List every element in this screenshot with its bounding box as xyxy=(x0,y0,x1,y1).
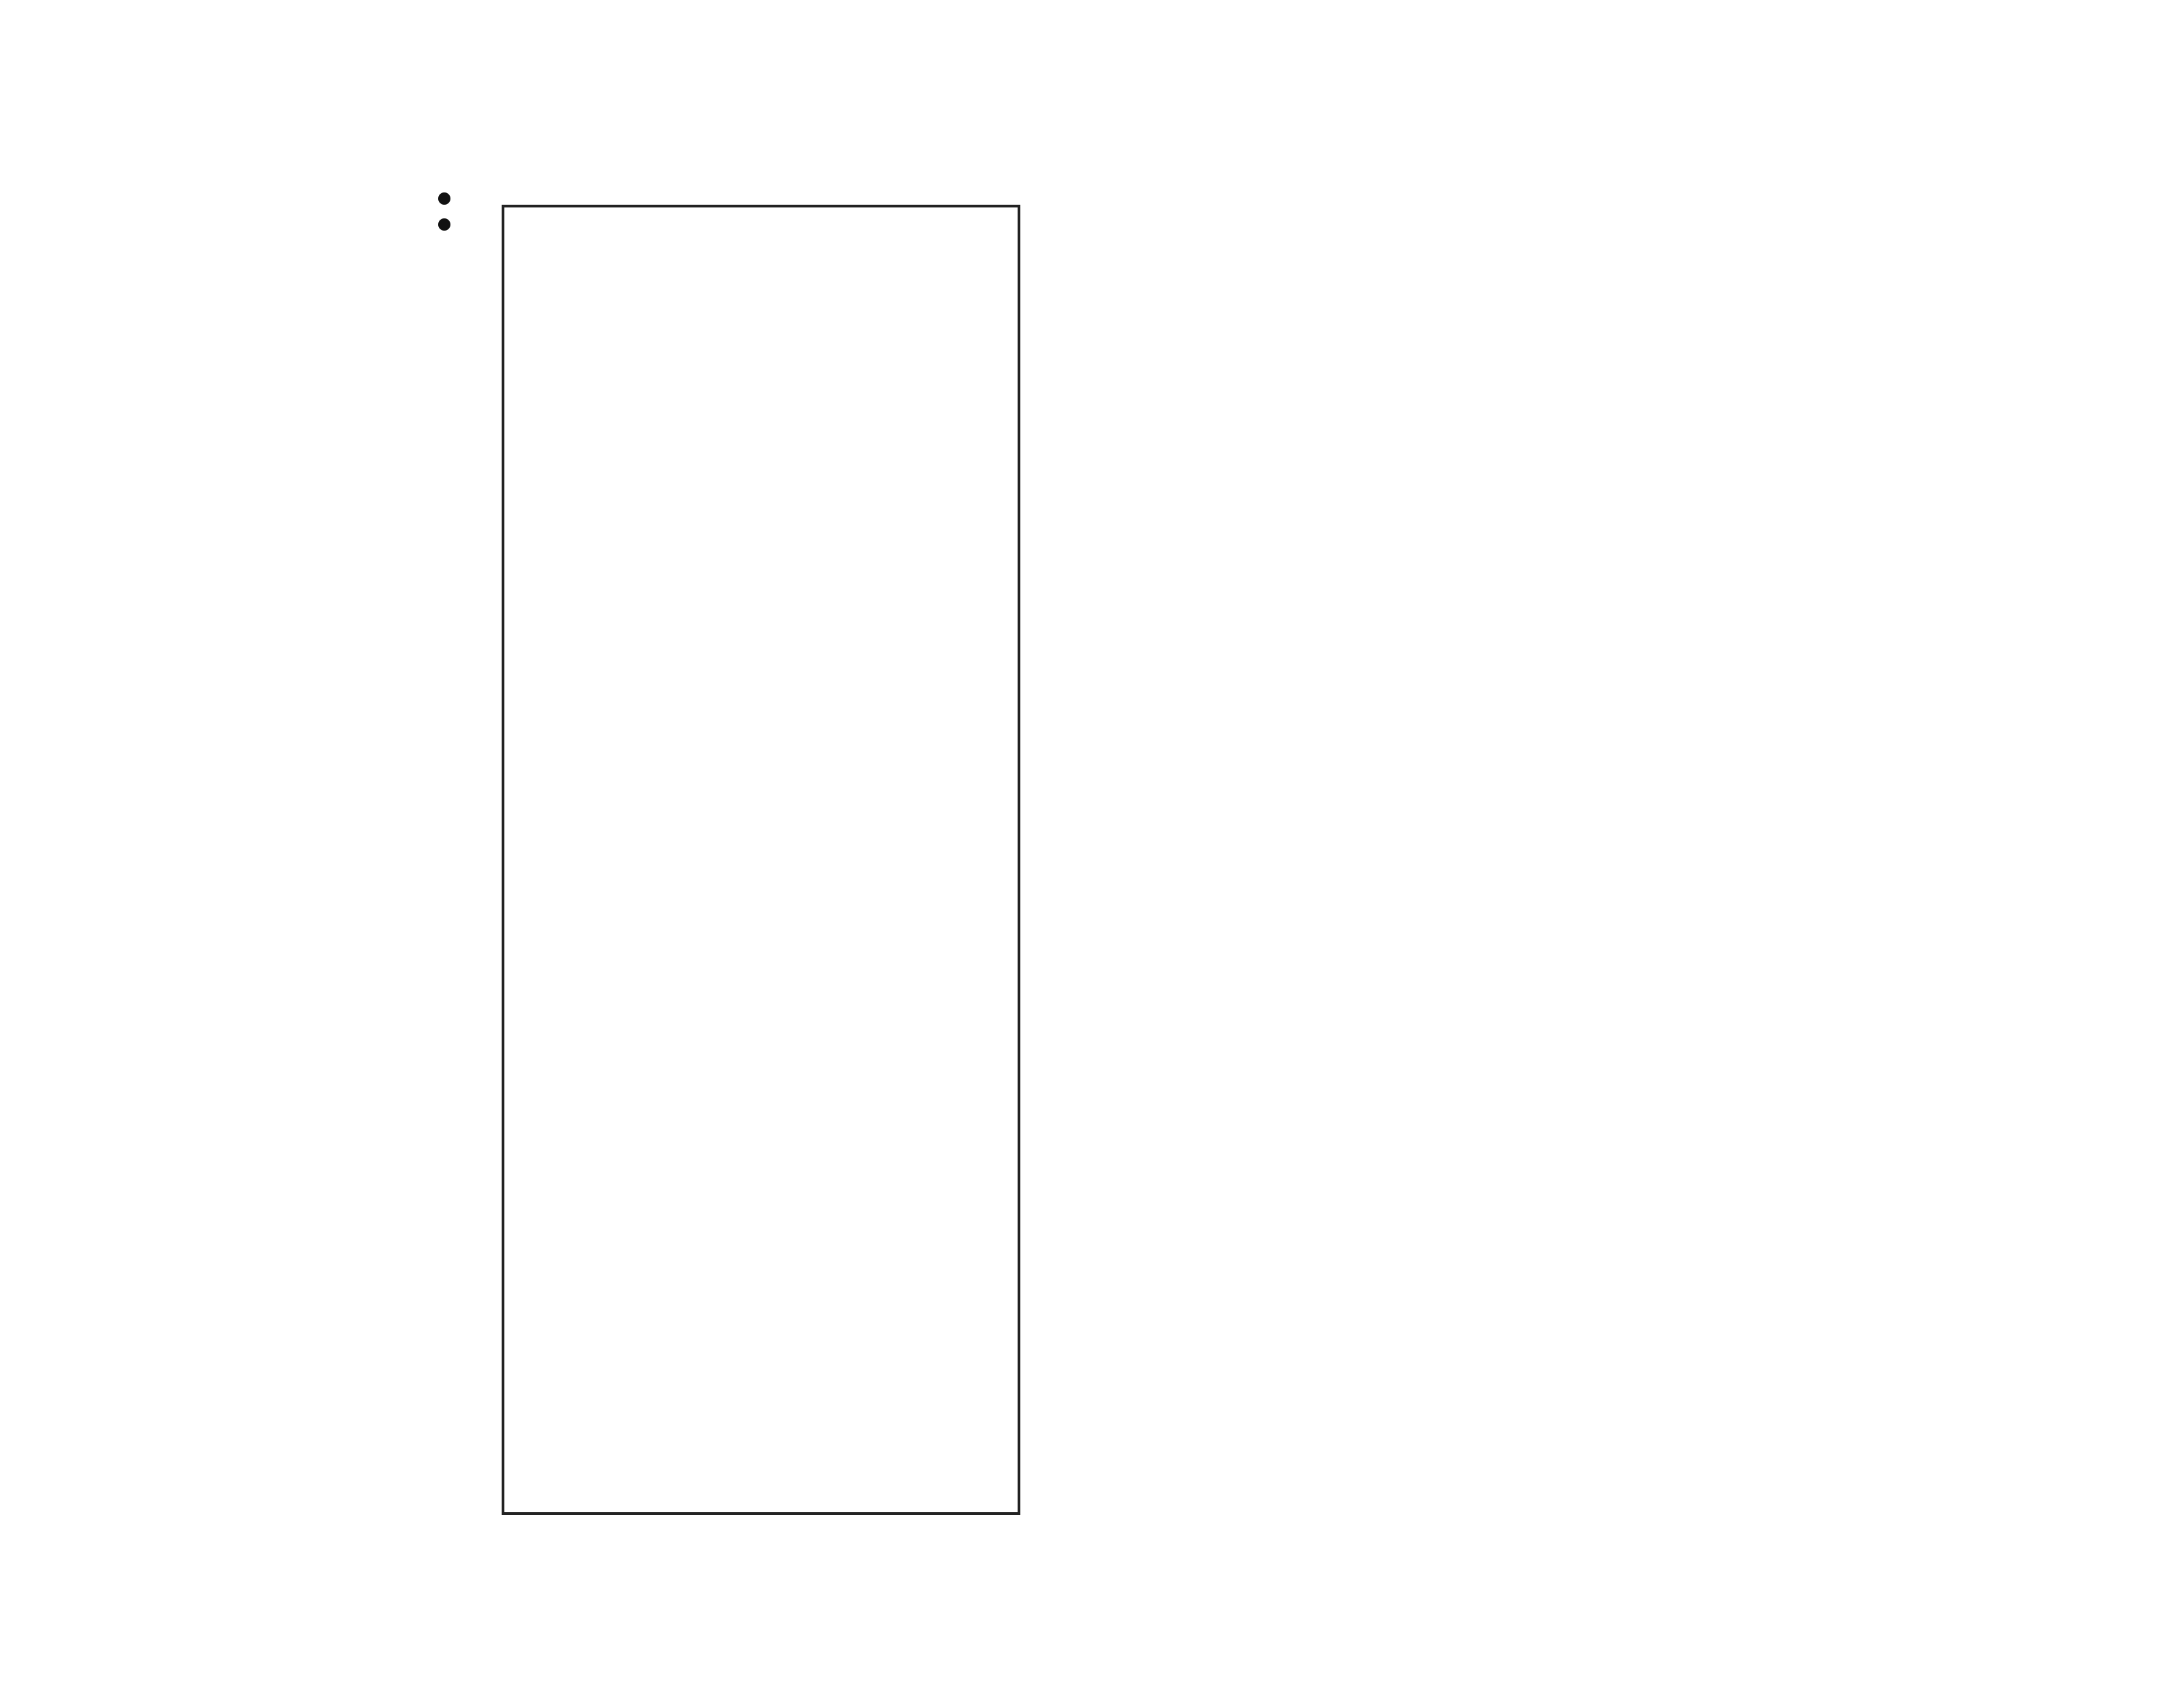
section-bullet-icon xyxy=(438,218,450,231)
section-bullet-icon xyxy=(438,192,450,205)
telegraph-statistics-table xyxy=(502,205,1020,1515)
